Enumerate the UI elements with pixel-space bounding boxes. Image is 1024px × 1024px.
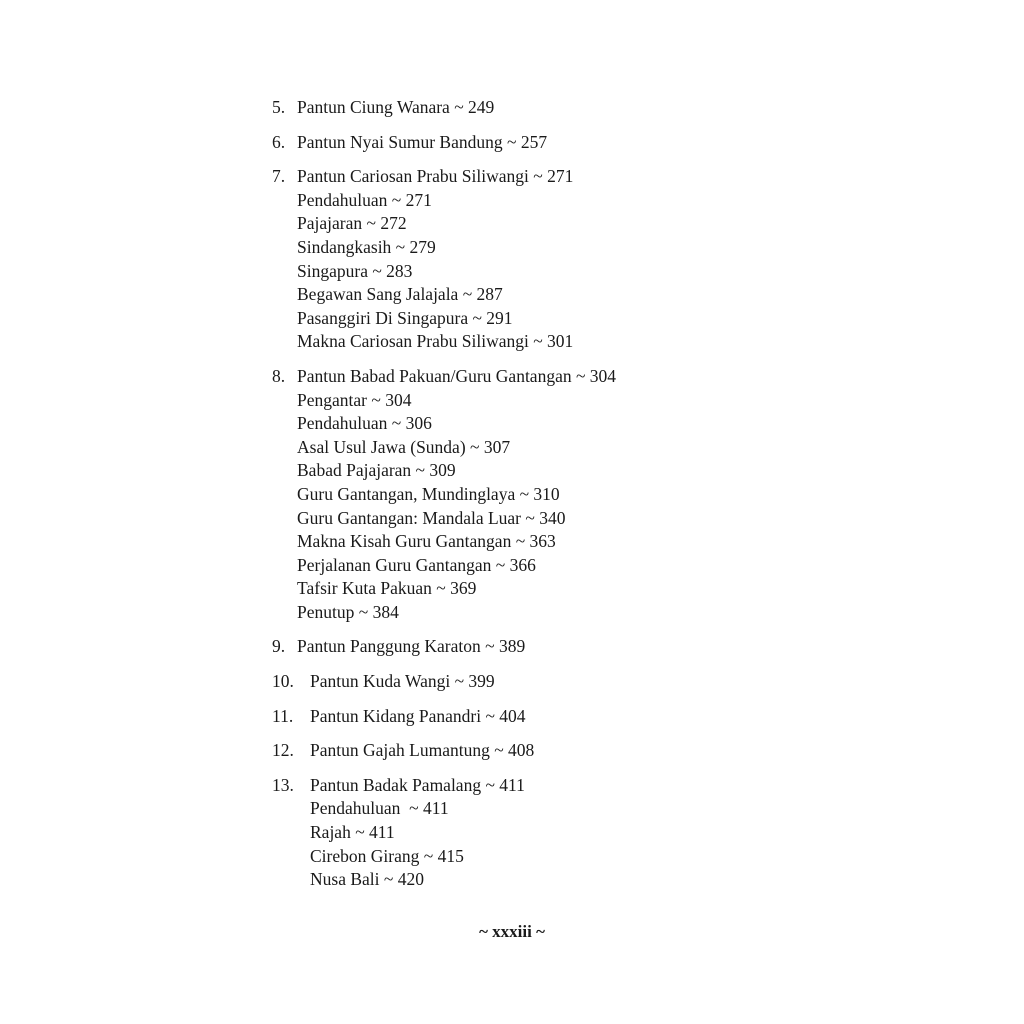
- toc-subentry: Guru Gantangan, Mundinglaya ~ 310: [297, 483, 560, 504]
- toc-entry: [272, 365, 972, 625]
- page-number: ~ xxxiii ~: [479, 922, 545, 941]
- toc-entry-title: Pantun Panggung Karaton ~ 389: [297, 636, 526, 657]
- toc-entry-number: 5.: [272, 97, 286, 117]
- toc-entry: [272, 96, 972, 120]
- toc-subentry: Guru Gantangan: Mandala Luar ~ 340: [297, 507, 566, 528]
- toc-entry: [272, 705, 972, 729]
- toc-subentry: Pendahuluan ~ 411: [310, 798, 449, 819]
- toc-entry-number: 13.: [272, 774, 294, 795]
- toc-entry-heading: [272, 774, 972, 798]
- toc-subentry: Pengantar ~ 304: [297, 389, 412, 410]
- toc-subentry: Pendahuluan ~ 306: [297, 413, 432, 434]
- toc-subentry: Tafsir Kuta Pakuan ~ 369: [297, 578, 477, 599]
- toc-entry: [272, 635, 972, 659]
- toc-subentry: Pajajaran ~ 272: [297, 213, 407, 234]
- toc-entry-title: Pantun Kidang Panandri ~ 404: [310, 705, 526, 726]
- toc-entry-title: Pantun Gajah Lumantung ~ 408: [310, 740, 535, 761]
- toc-entry-title: Pantun Nyai Sumur Bandung ~ 257: [297, 131, 548, 152]
- toc-entry-title: Pantun Kuda Wangi ~ 399: [310, 671, 495, 692]
- toc-subentry: Singapura ~ 283: [297, 260, 413, 281]
- toc-entry-number: 8.: [272, 365, 286, 386]
- toc-entry-title: Pantun Cariosan Prabu Siliwangi ~ 271: [297, 166, 574, 187]
- toc-entry-number: 11.: [272, 705, 294, 726]
- toc-subentries: [272, 189, 972, 354]
- toc-entry-title: Pantun Ciung Wanara ~ 249: [297, 97, 495, 117]
- toc-subentry: Rajah ~ 411: [310, 822, 395, 843]
- toc-entry-heading: [272, 165, 972, 189]
- toc-entry-number: 7.: [272, 166, 286, 187]
- toc-subentry: Makna Kisah Guru Gantangan ~ 363: [297, 531, 556, 552]
- toc-subentry: Sindangkasih ~ 279: [297, 236, 436, 257]
- toc-subentry: Asal Usul Jawa (Sunda) ~ 307: [297, 436, 511, 457]
- toc-subentry: Penutup ~ 384: [297, 601, 399, 622]
- toc-subentry: Begawan Sang Jalajala ~ 287: [297, 284, 503, 305]
- toc-subentry: Pasanggiri Di Singapura ~ 291: [297, 307, 513, 328]
- table-of-contents: [272, 96, 972, 903]
- toc-subentry: Pendahuluan ~ 271: [297, 189, 432, 210]
- toc-subentry: Babad Pajajaran ~ 309: [297, 460, 456, 481]
- toc-entry: [272, 739, 972, 763]
- toc-entry-heading: [272, 635, 972, 659]
- toc-entry-heading: [272, 96, 972, 120]
- toc-subentries: [272, 389, 972, 625]
- toc-entry-title: Pantun Babad Pakuan/Guru Gantangan ~ 304: [297, 365, 617, 386]
- toc-entry-number: 6.: [272, 131, 286, 152]
- toc-entry-number: 9.: [272, 636, 286, 657]
- toc-subentry: Makna Cariosan Prabu Siliwangi ~ 301: [297, 331, 574, 352]
- toc-entry-number: 10.: [272, 671, 294, 692]
- toc-entry: [272, 670, 972, 694]
- toc-subentry: Cirebon Girang ~ 415: [310, 845, 464, 866]
- toc-entry-heading: [272, 131, 972, 155]
- toc-entry-heading: [272, 705, 972, 729]
- toc-entry-number: 12.: [272, 740, 294, 761]
- toc-entry: [272, 165, 972, 354]
- toc-entry-heading: [272, 670, 972, 694]
- toc-entry-title: Pantun Badak Pamalang ~ 411: [310, 774, 525, 795]
- toc-entry-heading: [272, 739, 972, 763]
- toc-entry-heading: [272, 365, 972, 389]
- toc-entry: [272, 774, 972, 892]
- toc-entry: [272, 131, 972, 155]
- toc-subentry: Perjalanan Guru Gantangan ~ 366: [297, 554, 536, 575]
- toc-subentry: Nusa Bali ~ 420: [310, 869, 424, 890]
- toc-subentries: [272, 797, 972, 891]
